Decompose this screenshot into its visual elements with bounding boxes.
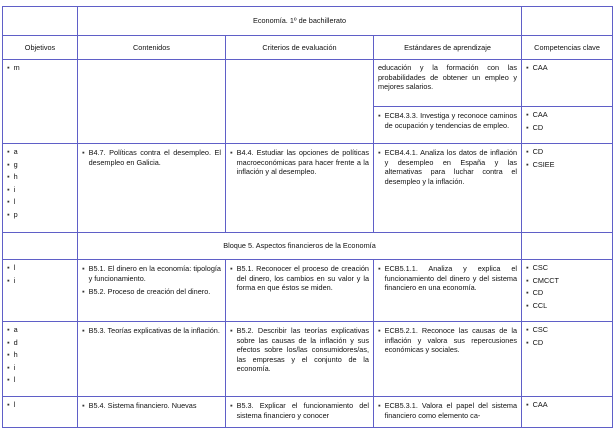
objetivos-cell: [3, 260, 78, 322]
list-item: ▪ CAA: [526, 110, 548, 119]
bullet-icon: ▪: [82, 287, 85, 297]
bullet-icon: ▪: [7, 197, 10, 207]
criterios-cell: [226, 60, 374, 144]
list-item: ▪ B4.7. Políticas contra el desempleo. El desempleo en Galicia.: [82, 148, 221, 167]
bullet-icon: ▪: [7, 63, 10, 72]
col-header-criterios: Criterios de evaluación: [226, 36, 374, 60]
competencias-cell: [522, 322, 613, 397]
list-item: ▪ B5.1. Reconocer el proceso de creación del dinero, los cambios en su valor y la forma en que éstos se miden.: [230, 264, 369, 293]
objetivos-cell: [3, 144, 78, 233]
table-row: [3, 397, 613, 428]
block-corner-cell: [522, 233, 613, 260]
bullet-icon: ▪: [82, 326, 85, 335]
list-item: ▪ CD: [526, 288, 544, 298]
list-item: ▪ p: [7, 209, 18, 219]
list-item: ▪ i: [7, 275, 16, 285]
bullet-icon: ▪: [82, 148, 85, 157]
bullet-icon: ▪: [526, 275, 529, 285]
estandar-part: [374, 106, 521, 143]
bullet-icon: ▪: [82, 401, 85, 410]
bullet-icon: ▪: [526, 110, 529, 119]
list-item: ▪ i: [7, 184, 16, 194]
table-corner-cell: [522, 7, 613, 36]
estandares-cell: [374, 322, 522, 397]
col-header-competencias: Competencias clave: [522, 36, 613, 60]
bullet-icon: ▪: [526, 147, 529, 156]
criterios-cell: [226, 260, 374, 322]
estandares-cell: [374, 397, 522, 428]
bullet-icon: ▪: [230, 148, 233, 157]
list-item: ▪ m: [7, 63, 20, 72]
estandar-part: [374, 60, 521, 106]
list-item: ▪ ECB5.2.1. Reconoce las causas de la inflación y valora sus repercusiones económicas y sociales.: [378, 326, 518, 355]
bullet-icon: ▪: [378, 326, 381, 335]
bullet-icon: ▪: [378, 401, 381, 410]
bullet-icon: ▪: [526, 122, 529, 132]
bullet-icon: ▪: [7, 263, 10, 272]
col-header-estandares: Estándares de aprendizaje: [374, 36, 522, 60]
list-item: ▪ CSC: [526, 325, 549, 334]
list-item: ▪ B4.4. Estudiar las opciones de políticas macroeconómicas para hacer frente a la inflación y al desempleo.: [230, 148, 369, 177]
objetivos-cell: [3, 397, 78, 428]
bullet-icon: ▪: [526, 159, 529, 169]
list-item: ▪ B5.4. Sistema financiero. Nuevas: [82, 401, 197, 410]
list-item: ▪ g: [7, 159, 18, 169]
bullet-icon: ▪: [7, 184, 10, 194]
list-item: ▪ ECB5.1.1. Analiza y explica el funcionamiento del dinero y del sistema financiero en una economía.: [378, 264, 518, 293]
competencias-cell: [522, 60, 613, 144]
list-item: ▪ CSIEE: [526, 159, 555, 169]
list-item: ▪ ECB4.4.1. Analiza los datos de inflación y desempleo en España y las alternativas para luchar contra el desempleo y la inflación.: [378, 148, 518, 186]
bullet-icon: ▪: [230, 401, 233, 410]
bullet-icon: ▪: [7, 275, 10, 285]
bullet-icon: ▪: [7, 375, 10, 385]
list-item: ▪ CCL: [526, 300, 548, 310]
bullet-icon: ▪: [7, 350, 10, 360]
list-item: ▪ ECB5.3.1. Valora el papel del sistema financiero como elemento ca-: [378, 401, 518, 420]
list-item: ▪ B5.1. El dinero en la economía: tipología y funcionamiento.: [82, 264, 221, 283]
table-row: [3, 144, 613, 233]
bullet-icon: ▪: [526, 288, 529, 298]
estandares-cell: [374, 60, 522, 144]
list-item: ▪ d: [7, 337, 18, 347]
table-row: [3, 260, 613, 322]
list-item: ▪ CD: [526, 147, 544, 156]
contenidos-cell: [78, 144, 226, 233]
list-item: ▪ l: [7, 197, 16, 207]
bullet-icon: ▪: [7, 337, 10, 347]
list-item: ▪ CSC: [526, 263, 549, 272]
competencias-part: [522, 60, 612, 106]
list-item: ▪ a: [7, 147, 18, 156]
table-row: [3, 60, 613, 144]
col-header-contenidos: Contenidos: [78, 36, 226, 60]
bullet-icon: ▪: [7, 172, 10, 182]
bullet-icon: ▪: [7, 362, 10, 372]
bullet-icon: ▪: [526, 400, 529, 409]
block-corner-cell: [3, 233, 78, 260]
list-item: ▪ l: [7, 400, 16, 409]
bullet-icon: ▪: [7, 147, 10, 156]
list-item: ▪ B5.2. Proceso de creación del dinero.: [82, 287, 211, 297]
estandares-cell: [374, 260, 522, 322]
contenidos-cell: [78, 322, 226, 397]
bullet-icon: ▪: [230, 326, 233, 335]
list-item: ▪ CAA: [526, 400, 548, 409]
block-title: Bloque 5. Aspectos financieros de la Economía: [78, 233, 522, 260]
contenidos-cell: [78, 397, 226, 428]
competencias-cell: [522, 260, 613, 322]
bullet-icon: ▪: [378, 111, 381, 120]
curriculum-table: [2, 6, 613, 428]
table-title: Economía. 1º de bachillerato: [78, 7, 522, 36]
list-item: ▪ a: [7, 325, 18, 334]
bullet-icon: ▪: [7, 159, 10, 169]
competencias-part: [522, 106, 612, 143]
list-item: ▪ CMCCT: [526, 275, 559, 285]
list-item: ▪ i: [7, 362, 16, 372]
bullet-icon: ▪: [526, 300, 529, 310]
list-item: ▪ l: [7, 375, 16, 385]
bullet-icon: ▪: [526, 325, 529, 334]
list-item: ▪ h: [7, 350, 18, 360]
list-item: ▪ B5.3. Teorías explicativas de la inflación.: [82, 326, 220, 335]
estandares-cell: [374, 144, 522, 233]
col-header-objetivos: Objetivos: [3, 36, 78, 60]
list-item: ▪ l: [7, 263, 16, 272]
bullet-icon: ▪: [378, 264, 381, 273]
contenidos-cell: [78, 60, 226, 144]
bullet-icon: ▪: [526, 337, 529, 347]
bullet-icon: ▪: [7, 325, 10, 334]
list-item: educación y la formación con las probabilidades de obtener un empleo y mejores salarios.: [378, 63, 518, 92]
list-item: ▪ B5.2. Describir las teorías explicativas sobre las causas de la inflación y sus efectos sobre los/las consumidores/as, las empresas y el conjunto de la economía.: [230, 326, 369, 374]
bullet-icon: ▪: [7, 400, 10, 409]
bullet-icon: ▪: [378, 148, 381, 157]
objetivos-cell: [3, 322, 78, 397]
competencias-cell: [522, 397, 613, 428]
criterios-cell: [226, 144, 374, 233]
bullet-icon: ▪: [82, 264, 85, 273]
competencias-cell: [522, 144, 613, 233]
objetivos-cell: [3, 60, 78, 144]
bullet-icon: ▪: [526, 263, 529, 272]
criterios-cell: [226, 322, 374, 397]
list-item: ▪ h: [7, 172, 18, 182]
table-row: [3, 322, 613, 397]
table-corner-cell: [3, 7, 78, 36]
list-item: ▪ CAA: [526, 63, 548, 72]
list-item: ▪ ECB4.3.3. Investiga y reconoce caminos de ocupación y tendencias de empleo.: [378, 111, 518, 130]
bullet-icon: ▪: [230, 264, 233, 273]
list-item: ▪ CD: [526, 122, 544, 132]
list-item: ▪ B5.3. Explicar el funcionamiento del sistema financiero y conocer: [230, 401, 369, 420]
list-item: ▪ CD: [526, 337, 544, 347]
contenidos-cell: [78, 260, 226, 322]
bullet-icon: ▪: [7, 209, 10, 219]
bullet-icon: ▪: [526, 63, 529, 72]
criterios-cell: [226, 397, 374, 428]
